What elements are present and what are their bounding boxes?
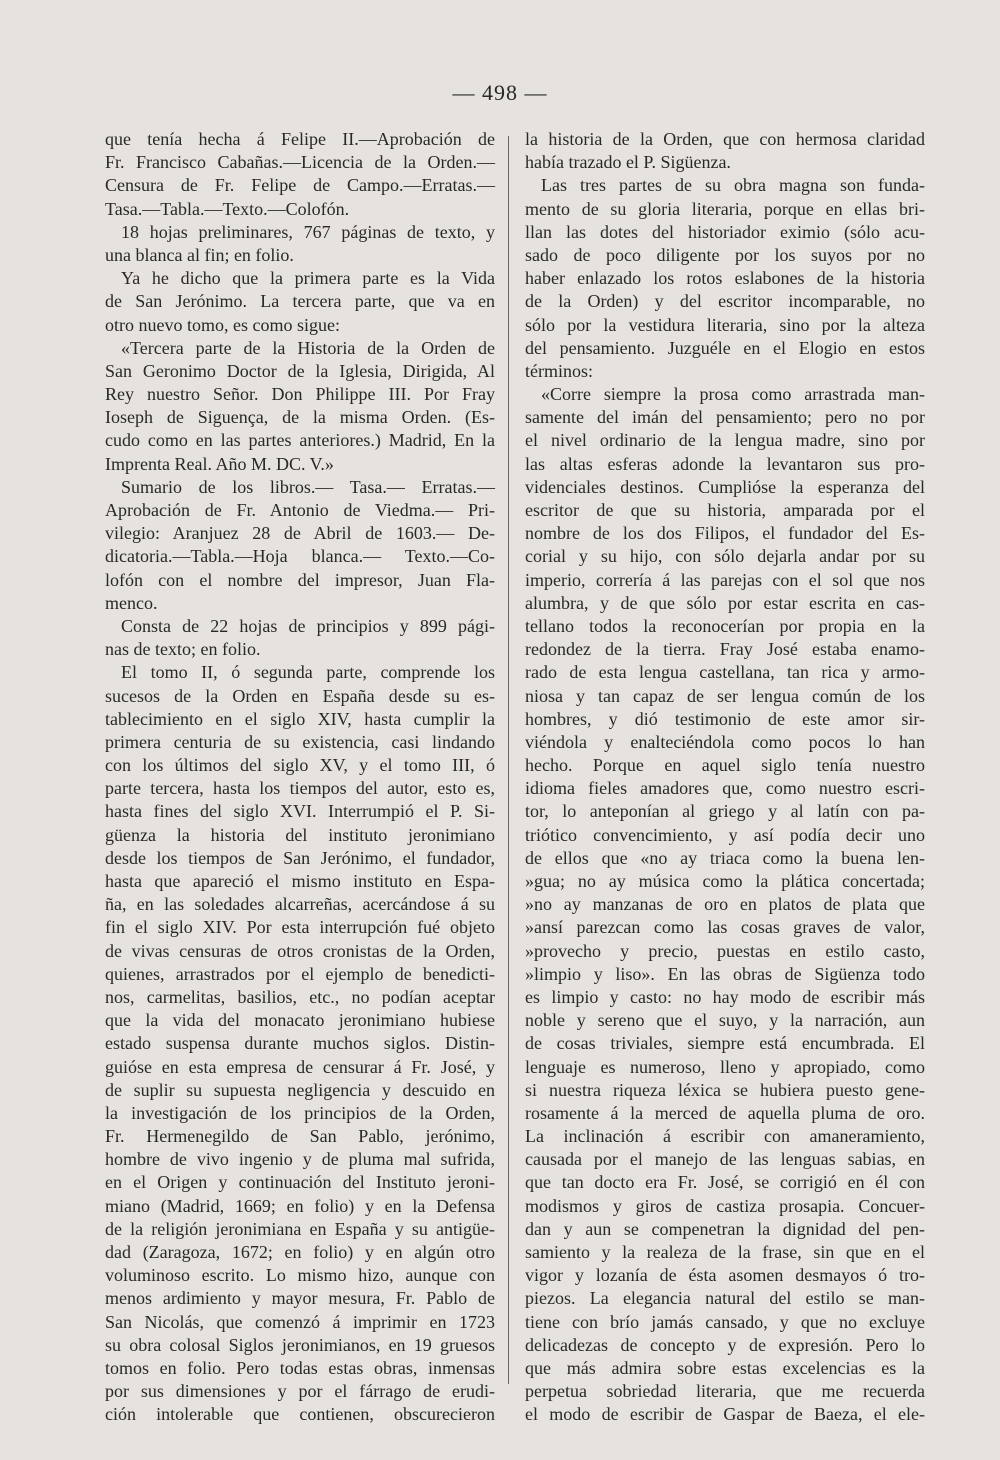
text-line: de ellos que «no ay triaca como la buena len- xyxy=(525,847,925,868)
text-line: Aprobación de Fr. Antonio de Viedma.— Pri- xyxy=(105,500,495,520)
text-line: en el Origen y continuación del Instituto jeroni- xyxy=(105,1172,495,1193)
text-line: estado suspensa durante muchos siglos. Distin- xyxy=(105,1033,495,1054)
text-line: viéndola y enalteciéndola como pocos lo han xyxy=(525,731,925,752)
text-line: si nuestra riqueza léxica se hubiera puesto gene- xyxy=(525,1079,925,1100)
text-line: triótico convencimiento, y así podía decir uno xyxy=(525,824,925,845)
text-line: videnciales destinos. Cumplióse la esperanza del xyxy=(525,476,925,497)
text-line: »provecho y precio, puestas en estilo casto, xyxy=(525,940,925,961)
text-line: «Tercera parte de la Historia de la Orden de xyxy=(121,337,495,358)
text-line: el nivel ordinario de la lengua madre, sino por xyxy=(525,430,925,451)
text-line: de cosas triviales, siempre está encumbrada. El xyxy=(525,1033,925,1054)
text-line: »ansí parezcan como las cosas graves de valor, xyxy=(525,917,925,938)
text-line: 18 hojas preliminares, 767 páginas de texto, y xyxy=(121,221,495,242)
text-line: había trazado el P. Sigüenza. xyxy=(525,152,731,173)
text-line: San Nicolás, que comenzó á imprimir en 1723 xyxy=(105,1311,495,1332)
text-line: piezos. La elegancia natural del estilo se man- xyxy=(525,1288,925,1309)
text-line: desde los tiempos de San Jerónimo, el fundador, xyxy=(105,847,495,868)
text-line: tellano todos la reconocerían por propia en la xyxy=(525,615,925,636)
text-line: escritor de que su historia, amparada por el xyxy=(525,500,925,520)
text-line: hasta fines del siglo XVI. Interrumpió el P. Si- xyxy=(105,801,495,822)
text-line: Tasa.—Tabla.—Texto.—Colofón. xyxy=(105,198,350,219)
text-line: con los últimos del siglo XV, y el tomo III, ó xyxy=(105,755,495,776)
text-line: que la vida del monacato jeronimiano hubiese xyxy=(105,1010,495,1031)
text-line: que más admira sobre estas excelencias es la xyxy=(525,1357,925,1378)
text-line: por sus dimensiones y por el fárrago de erudi- xyxy=(105,1381,495,1402)
text-line: parte tercera, hasta los tiempos del autor, esto es, xyxy=(105,778,495,799)
text-line: menco. xyxy=(105,592,158,613)
text-line: es limpio y casto: no hay modo de escribir más xyxy=(525,986,925,1007)
text-line: modismos y giros de castiza prosapia. Concuer- xyxy=(525,1195,925,1216)
text-line: »no ay manzanas de oro en platos de plata que xyxy=(525,894,925,915)
text-line: Ya he dicho que la primera parte es la Vida xyxy=(121,268,495,289)
text-line: güenza la historia del instituto jeronimiano xyxy=(105,824,495,845)
text-line: una blanca al fin; en folio. xyxy=(105,244,294,265)
text-line: cudo como en las partes anteriores.) Madrid, En la xyxy=(105,430,495,451)
text-line: fin el siglo XIV. Por esta interrupción fué objeto xyxy=(105,917,495,938)
text-line: del pensamiento. Juzguéle en el Elogio en estos xyxy=(525,337,925,358)
text-line: sucesos de la Orden en España desde su es- xyxy=(105,685,495,706)
page-number: — 498 — xyxy=(452,80,548,105)
text-line: »limpio y liso». En las obras de Sigüenza todo xyxy=(525,963,925,984)
text-line: »gua; no ay música como la plática concertada; xyxy=(525,871,925,891)
text-line: Ioseph de Siguença, de la misma Orden. (Es- xyxy=(105,407,495,428)
text-line: menos ardimiento y mayor mesura, Fr. Pablo de xyxy=(105,1288,495,1309)
text-line: causada por el manejo de las lenguas sabias, en xyxy=(525,1149,925,1170)
text-line: Sumario de los libros.— Tasa.— Erratas.— xyxy=(121,476,495,497)
text-line: nombre de los dos Filipos, el fundador del Es- xyxy=(525,523,925,544)
text-line: dicatoria.—Tabla.—Hoja blanca.— Texto.—Co- xyxy=(105,546,495,567)
text-line: otro nuevo tomo, es como sigue: xyxy=(105,314,340,335)
text-line: de San Jerónimo. La tercera parte, que va en xyxy=(105,291,495,312)
text-line: «Corre siempre la prosa como arrastrada man- xyxy=(541,384,925,405)
text-line: guióse en esta empresa de censurar á Fr. José, y xyxy=(105,1056,495,1077)
text-line: voluminoso escrito. Lo mismo hizo, aunque con xyxy=(105,1265,495,1286)
text-line: su obra colosal Siglos jeronimianos, en 19 gruesos xyxy=(105,1334,495,1355)
text-line: delicadezas de concepto y de expresión. Pero lo xyxy=(525,1334,925,1355)
text-line: la historia de la Orden, que con hermosa claridad xyxy=(525,129,925,149)
text-line: quienes, arrastrados por el ejemplo de benedicti- xyxy=(105,963,495,984)
text-line: El tomo II, ó segunda parte, comprende los xyxy=(121,662,495,683)
text-line: nos, carmelitas, basilios, etc., no podían aceptar xyxy=(105,986,495,1007)
text-line: de la religión jeronimiana en España y su antigüe- xyxy=(105,1218,495,1239)
text-line: lofón con el nombre del impresor, Juan Fla- xyxy=(105,569,495,590)
text-line: las altas esferas adonde la levantaron sus pro- xyxy=(525,453,925,474)
text-line: rosamente á la merced de aquella pluma de oro. xyxy=(525,1102,925,1123)
text-line: hombres, y dió testimonio de este amor sir- xyxy=(525,708,925,729)
text-line: hecho. Porque en aquel siglo tenía nuestro xyxy=(525,755,925,776)
text-line: samiento y la realeza de la frase, sin que en el xyxy=(525,1242,925,1262)
text-line: idioma fieles amadores que, como nuestro escri- xyxy=(525,778,925,799)
text-line: dad (Zaragoza, 1672; en folio) y en algún otro xyxy=(105,1242,495,1262)
text-line: el modo de escribir de Gaspar de Baeza, el ele- xyxy=(525,1404,925,1425)
text-line: alumbra, y de que sólo por estar escrita en cas- xyxy=(525,592,925,613)
text-line: noble y sereno que el suyo, y la narración, aun xyxy=(525,1010,925,1031)
text-line: tiene con brío jamás cansado, y que no excluye xyxy=(525,1311,925,1332)
text-line: que tan docto era Fr. José, se corrigió en él con xyxy=(525,1172,925,1193)
text-line: Censura de Fr. Felipe de Campo.—Erratas.— xyxy=(105,175,495,196)
text-line: La inclinación á escribir con amaneramiento, xyxy=(525,1126,925,1147)
text-line: primera centuria de su existencia, casi lindando xyxy=(105,731,495,752)
text-line: hombre de vivo ingenio y de pluma mal sufrida, xyxy=(105,1149,495,1170)
text-line: la investigación de los principios de la Orden, xyxy=(105,1102,495,1123)
text-line: lenguaje es numeroso, lleno y apropiado, como xyxy=(525,1056,925,1077)
text-line: corial y su hijo, con sólo dejarla andar por su xyxy=(525,546,925,567)
text-line: Rey nuestro Señor. Don Philippe III. Por Fray xyxy=(105,384,495,405)
text-line: de suplir su supuesta negligencia y descuido en xyxy=(105,1079,495,1100)
text-line: vilegio: Aranjuez 28 de Abril de 1603.— De- xyxy=(105,523,495,544)
text-line: imperio, correría á las parejas con el sol que nos xyxy=(525,569,925,590)
right-column xyxy=(525,128,925,1427)
text-line: San Geronimo Doctor de la Iglesia, Dirigida, Al xyxy=(105,360,495,381)
text-line: tablecimiento en el siglo XIV, hasta cumplir la xyxy=(105,708,495,729)
text-line: samente del imán del pensamiento; pero no por xyxy=(525,407,925,428)
left-column xyxy=(105,128,495,1427)
text-line: de vivas censuras de otros cronistas de la Orden, xyxy=(105,940,495,961)
text-line: llan las dotes del historiador eximio (sólo acu- xyxy=(525,221,925,242)
text-line: sado de poco diligente por los suyos por no xyxy=(525,244,925,265)
text-line: tor, lo anteponían al griego y al latín con pa- xyxy=(525,801,925,822)
text-line: Fr. Hermenegildo de San Pablo, jerónimo, xyxy=(105,1126,495,1147)
text-line: mento de su gloria literaria, porque en ellas bri- xyxy=(525,198,925,219)
text-line: vigor y lozanía de ésta asomen desmayos ó tro- xyxy=(525,1265,925,1286)
text-line: perpetua sobriedad literaria, que me recuerda xyxy=(525,1381,925,1402)
text-line: miano (Madrid, 1669; en folio) y en la Defensa xyxy=(105,1195,495,1216)
text-line: tomos en folio. Pero todas estas obras, inmensas xyxy=(105,1357,495,1378)
text-line: haber enlazado los rotos eslabones de la historia xyxy=(525,268,925,289)
text-line: de la Orden) y del escritor incomparable, no xyxy=(525,291,925,312)
text-line: ción intolerable que contienen, obscurecieron xyxy=(105,1404,495,1425)
text-line: ña, en las soledades alcarreñas, acercándose á su xyxy=(105,894,495,915)
text-line: dan y aun se compenetran la dignidad del pen- xyxy=(525,1218,925,1239)
text-line: redondez de la tierra. Fray José estaba enamo- xyxy=(525,639,925,660)
text-line: sólo por la vestidura literaria, sino por la alteza xyxy=(525,314,925,335)
text-line: hasta que apareció el mismo instituto en Espa- xyxy=(105,871,495,891)
text-line: Consta de 22 hojas de principios y 899 pági- xyxy=(121,615,495,636)
text-line: niosa y tan capaz de ser lengua común de los xyxy=(525,685,925,706)
text-line: términos: xyxy=(525,360,593,381)
text-line: Fr. Francisco Cabañas.—Licencia de la Orden.— xyxy=(105,152,495,173)
column-divider xyxy=(508,136,509,1384)
text-line: Imprenta Real. Año M. DC. V.» xyxy=(105,453,334,474)
text-line: que tenía hecha á Felipe II.—Aprobación de xyxy=(105,129,495,149)
text-line: Las tres partes de su obra magna son funda- xyxy=(541,175,925,196)
text-line: nas de texto; en folio. xyxy=(105,639,261,660)
text-line: rado de esta lengua castellana, tan rica y armo- xyxy=(525,662,925,683)
